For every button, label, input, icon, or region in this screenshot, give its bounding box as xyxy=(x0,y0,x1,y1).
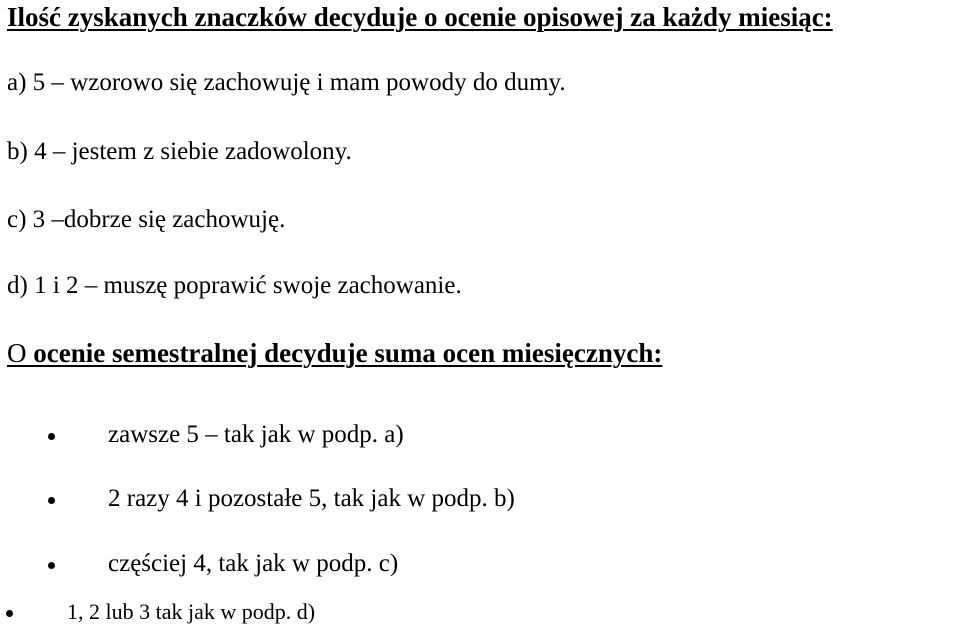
semester-item-1: zawsze 5 – tak jak w podp. a) xyxy=(108,421,404,448)
semester-item-4: 1, 2 lub 3 tak jak w podp. d) xyxy=(67,599,316,624)
bullet-icon xyxy=(6,610,13,617)
semester-heading xyxy=(7,340,662,367)
monthly-item-d: d) 1 i 2 – muszę poprawić swoje zachowanie. xyxy=(7,272,462,299)
bullet-icon xyxy=(48,562,55,569)
monthly-item-c: c) 3 –dobrze się zachowuję. xyxy=(7,206,286,233)
page-heading: Ilość zyskanych znaczków decyduje o ocenie opisowej za każdy miesiąc: xyxy=(7,2,833,32)
semester-heading-text: ocenie semestralnej decyduje suma ocen miesięcznych: xyxy=(26,338,663,368)
monthly-item-a: a) 5 – wzorowo się zachowuję i mam powody do dumy. xyxy=(7,69,566,96)
semester-item-3: częściej 4, tak jak w podp. c) xyxy=(108,550,399,577)
semester-item-2: 2 razy 4 i pozostałe 5, tak jak w podp. b) xyxy=(108,485,515,512)
monthly-item-b: b) 4 – jestem z siebie zadowolony. xyxy=(7,138,352,165)
bullet-icon xyxy=(48,433,55,440)
bullet-icon xyxy=(48,497,55,504)
semester-heading-prefix: O xyxy=(7,338,27,368)
